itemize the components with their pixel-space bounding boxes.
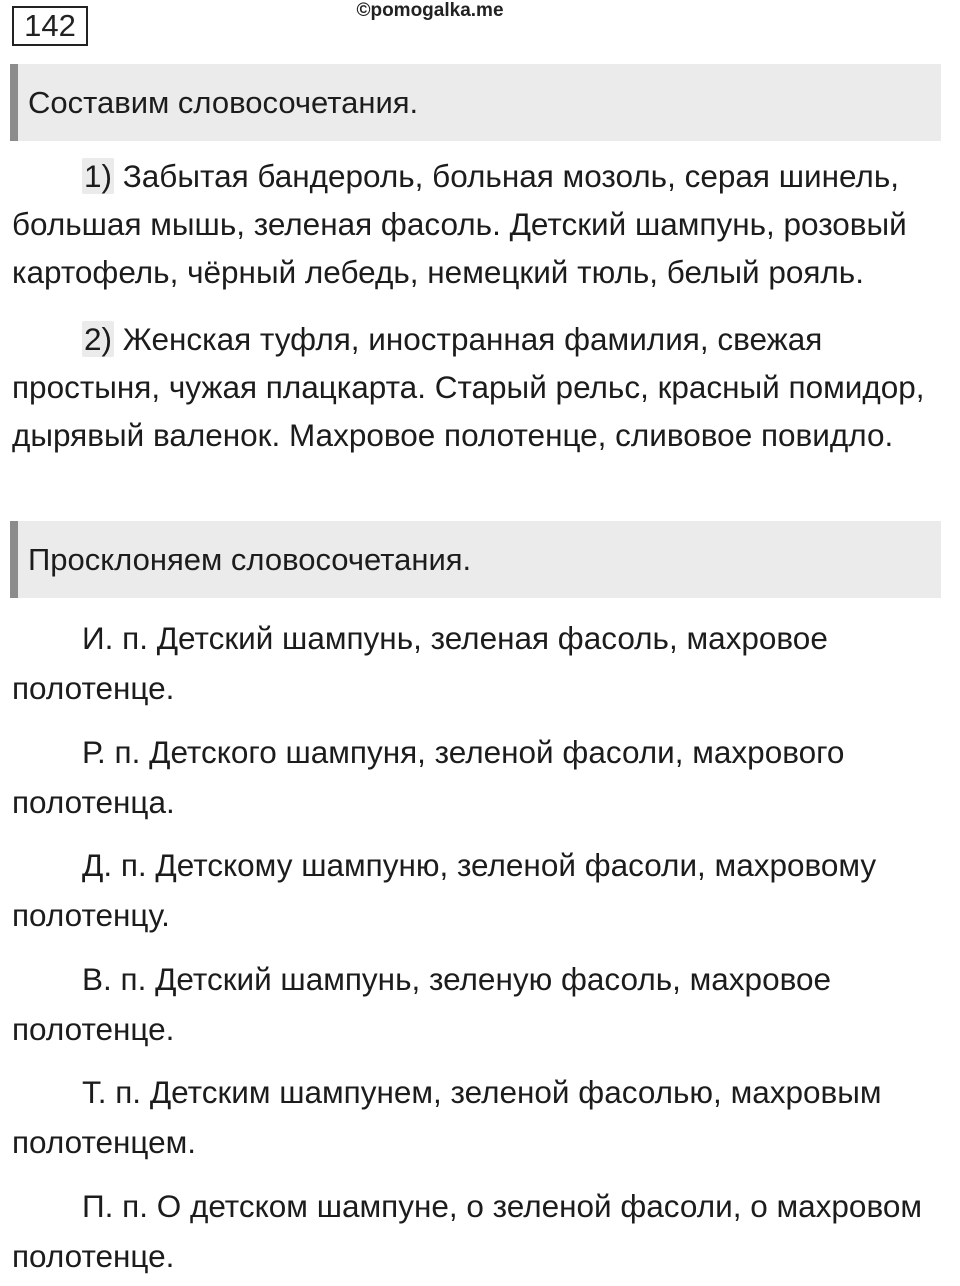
case-instrumental: Т. п. Детским шампунем, зеленой фасолью, махровым полотенцем. (12, 1074, 882, 1160)
item-text-1: Забытая бандероль, больная мозоль, серая шинель, большая мышь, зеленая фасоль. Детский шампунь, розовый картофель, чёрный лебедь, немецкий тюль, белый рояль. (12, 158, 907, 290)
task-number-box: 142 (12, 6, 88, 46)
answer-item-2 (12, 315, 957, 459)
case-nominative: И. п. Детский шампунь, зеленая фасоль, махровое полотенце. (12, 620, 828, 706)
case-accusative: В. п. Детский шампунь, зеленую фасоль, махровое полотенце. (12, 961, 832, 1047)
case-prepositional: П. п. О детском шампуне, о зеленой фасоли, о махровом полотенце. (12, 1188, 922, 1274)
case-dative: Д. п. Детскому шампуню, зеленой фасоли, махровому полотенцу. (12, 847, 877, 933)
item-number-2: 2) (84, 321, 113, 357)
item-number-1: 1) (84, 158, 113, 194)
answer-item-1 (12, 152, 957, 296)
section-heading-compose: Составим словосочетания. (10, 64, 941, 141)
item-text-2: Женская туфля, иностранная фамилия, свежая простыня, чужая плацкарта. Старый рельс, красный помидор, дырявый валенок. Махровое полотенце, сливовое повидло. (12, 321, 925, 453)
section-heading-decline: Просклоняем словосочетания. (10, 521, 941, 598)
watermark: ©pomogalka.me (356, 0, 504, 21)
case-genitive: Р. п. Детского шампуня, зеленой фасоли, махрового полотенца. (12, 734, 845, 820)
